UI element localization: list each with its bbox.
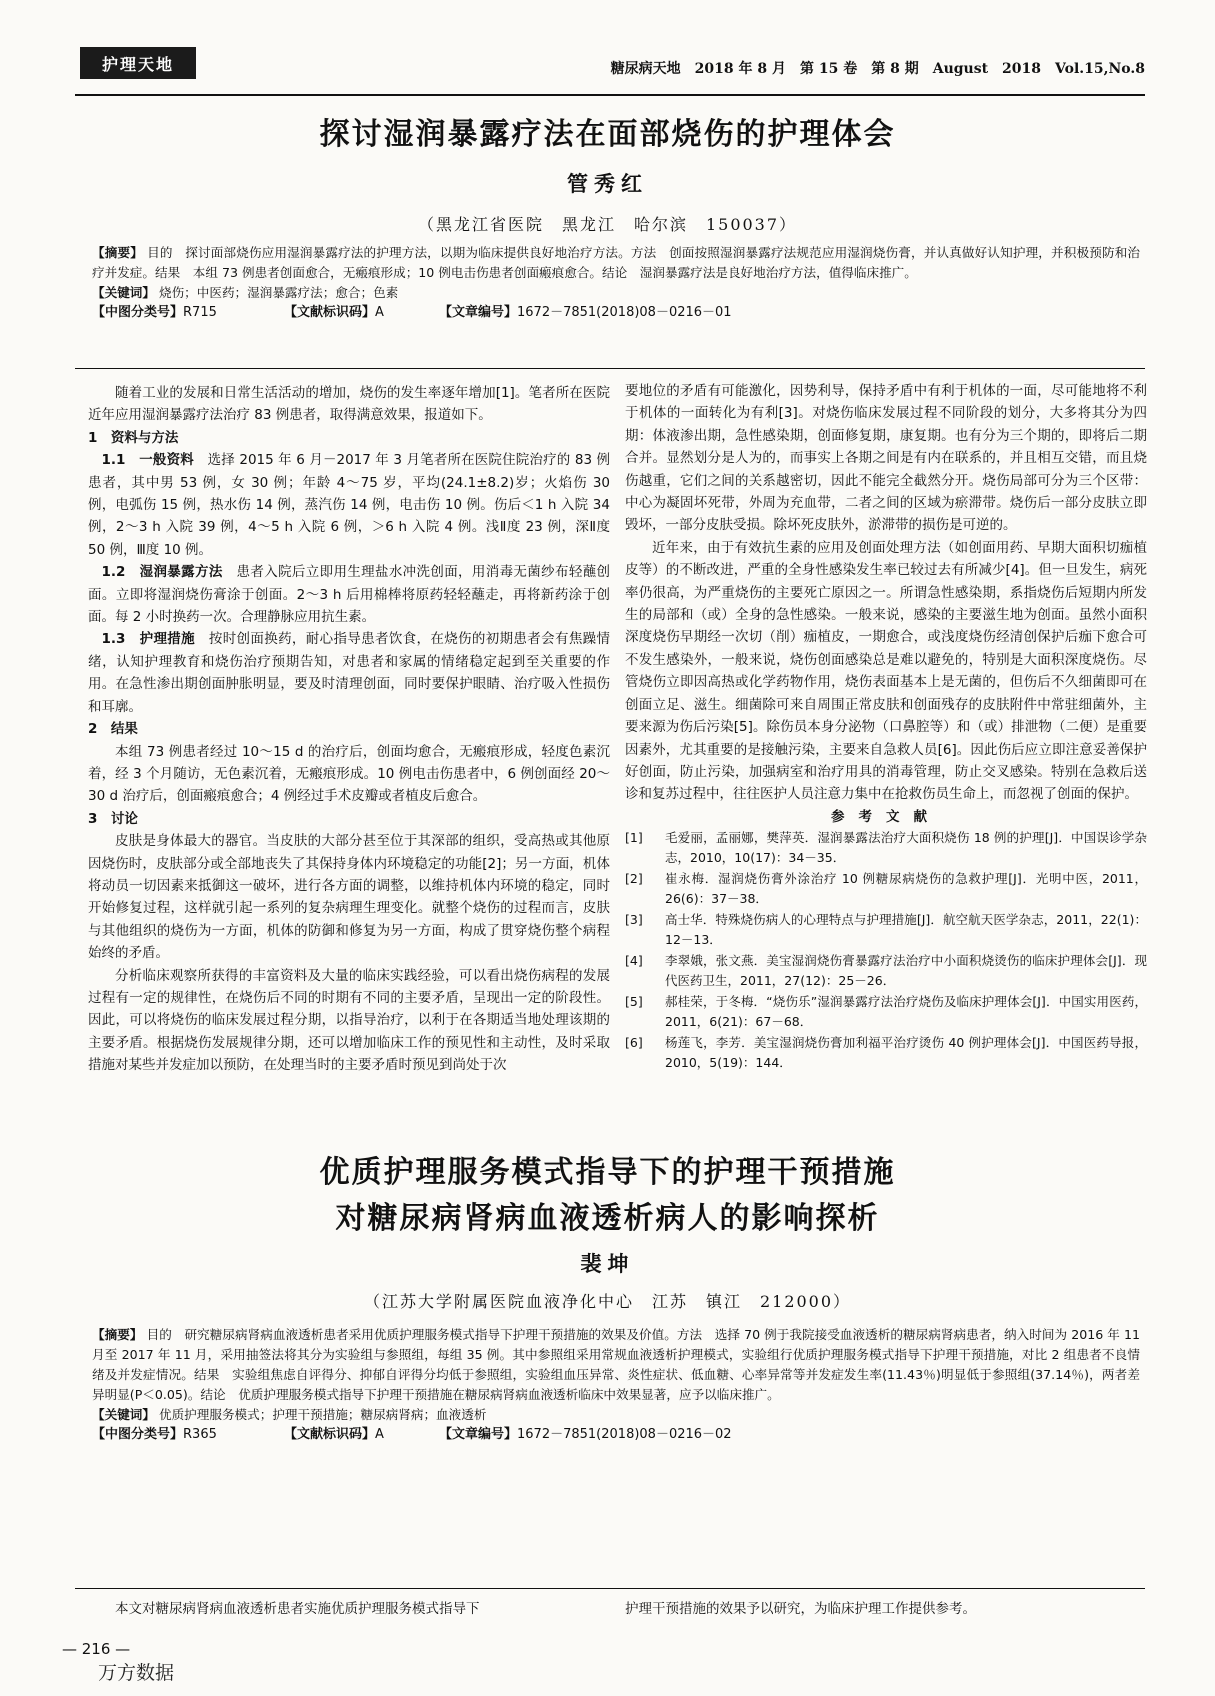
article2-intro-right bbox=[625, 1598, 1147, 1620]
reference-item bbox=[625, 910, 1147, 950]
reference-text: 高士华．特殊烧伤病人的心理特点与护理措施[J]．航空航天医学杂志，2011，22(1)：12－13． bbox=[665, 912, 1147, 948]
article1-meta bbox=[92, 303, 1140, 323]
subsection-heading: 1.3 护理措施 bbox=[101, 631, 195, 648]
reference-item bbox=[625, 951, 1147, 991]
clc-value: R365 bbox=[183, 1427, 217, 1442]
article2-intro-left bbox=[88, 1598, 610, 1620]
reference-text: 郝桂荣，于冬梅．“烧伤乐”湿润暴露疗法治疗烧伤及临床护理体会[J]．中国实用医药，2011，6(21)：67－68． bbox=[665, 994, 1147, 1030]
reference-text: 李翠娥，张文燕．美宝湿润烧伤膏暴露疗法治疗中小面积烧烫伤的临床护理体会[J]．现代医药卫生，2011，27(12)：25－26． bbox=[665, 953, 1147, 989]
doccode-value: A bbox=[375, 1427, 384, 1442]
article1-right-body bbox=[625, 380, 1147, 806]
subsection-text: 患者入院后立即用生理盐水冲洗创面，用消毒无菌纱布轻蘸创面。立即将湿润烧伤膏涂于创面。2～3 h 后用棉棒将原药轻轻蘸走，再将新药涂于创面。每 2 小时换药一次。合理静脉应用抗生素。 bbox=[88, 564, 611, 626]
page-number: — 216 — bbox=[62, 1640, 131, 1658]
clc-label: 【中图分类号】 bbox=[92, 305, 184, 320]
abstract-text: 目的 研究糖尿病肾病血液透析患者采用优质护理服务模式指导下护理干预措施的效果及价值。方法 选择 70 例于我院接受血液透析的糖尿病肾病患者，纳入时间为 2016 年 11 月至 2017 年 11 月，采用抽签法将其分为实验组与参照组，每组 35 例。其中参照组采用常规血液透析护理模式，实验组行优质护理服务模式指导下护理干预措施，对比 2 组患者不良情绪及并发症情况。结果 实验组焦虑自评得分、抑郁自评得分均低于参照组，实验组血压异常、炎性症状、低血糖、心率异常等并发症发生率(11.43％)明显低于参照组(37.14％)，两者差异明显(P＜0.05)。结论 优质护理服务模式指导下护理干预措施在糖尿病肾病血液透析临床中效果显著，应予以临床推广。 bbox=[92, 1327, 1140, 1402]
body-paragraph: 随着工业的发展和日常生活活动的增加，烧伤的发生率逐年增加[1]。笔者所在医院近年应用湿润暴露疗法治疗 83 例患者，取得满意效果，报道如下。 bbox=[88, 385, 610, 424]
articleno-value: 1672－7851(2018)08－0216－01 bbox=[517, 305, 732, 320]
article2-abstract bbox=[92, 1325, 1140, 1445]
journal-info: 糖尿病天地 2018 年 8 月 第 15 卷 第 8 期 August 2018 Vol.15,No.8 bbox=[610, 61, 1145, 77]
body-paragraph: 皮肤是身体最大的器官。当皮肤的大部分甚至位于其深部的组织，受高热或其他原因烧伤时，皮肤部分或全部地丧失了其保持身体内环境稳定的功能[2]；另一方面，机体将动员一切因素来抵御这一破坏，进行各方面的调整，以维持机体内环境的稳定，同时开始修复过程，这样就引起一系列的复杂病理生理变化。就整个烧伤的过程而言，皮肤与其他组织的烧伤为一方面，机体的防御和修复为另一方面，构成了贯穿烧伤整个病程始终的矛盾。 bbox=[88, 833, 610, 962]
section-heading: 3 讨论 bbox=[88, 810, 138, 827]
reference-number: [1] bbox=[625, 830, 643, 846]
reference-number: [5] bbox=[625, 994, 643, 1010]
article2-title-line2: 对糖尿病肾病血液透析病人的影响探析 bbox=[335, 1201, 880, 1236]
keywords-text: 烧伤；中医药；湿润暴露疗法；愈合；色素 bbox=[158, 285, 399, 300]
article2-title-line1: 优质护理服务模式指导下的护理干预措施 bbox=[319, 1155, 896, 1190]
articleno-label: 【文章编号】 bbox=[439, 305, 518, 320]
reference-text: 崔永梅．湿润烧伤膏外涂治疗 10 例糖尿病烧伤的急救护理[J]．光明中医，2011，26(6)：37－38． bbox=[665, 871, 1147, 907]
references-heading: 参考文献 bbox=[831, 808, 941, 825]
subsection-paragraph bbox=[88, 561, 610, 628]
reference-number: [4] bbox=[625, 953, 643, 969]
section-badge: 护理天地 bbox=[80, 47, 196, 79]
article1-right-column bbox=[625, 380, 1147, 1074]
reference-item bbox=[625, 828, 1147, 868]
article1-abstract bbox=[92, 243, 1140, 323]
clc-value: R715 bbox=[183, 305, 217, 320]
body-paragraph: 近年来，由于有效抗生素的应用及创面处理方法（如创面用药、早期大面积切痂植皮等）的不断改进，严重的全身性感染发生率已较过去有所减少[4]。但一旦发生，病死率仍很高，为严重烧伤的主要死亡原因之一。所谓急性感染期，系指烧伤后短期内所发生的局部和（或）全身的急性感染。一般来说，感染的主要滋生地为创面。虽然小面积深度烧伤早期经一次切（削）痂植皮，一期愈合，或浅度烧伤经清创保护后痂下愈合可不发生感染外，一般来说，烧伤创面感染总是难以避免的，特别是大面积深度烧伤。尽管烧伤立即因高热或化学药物作用，烧伤表面基本上是无菌的，但伤后不久细菌即可在创面立足、滋生。细菌除可来自周围正常皮肤和创面残存的皮肤附件中常驻细菌外，主要来源为伤后污染[5]。除伤员本身分泌物（口鼻腔等）和（或）排泄物（二便）是重要因素外，尤其重要的是接触污染，主要来自急救人员[6]。因此伤后应立即注意妥善保护好创面，防止污染，加强病室和治疗用具的消毒管理，防止交叉感染。特别在急救后送诊和复苏过程中，往往医护人员注意力集中在抢救伤员生命上，而忽视了创面的保护。 bbox=[625, 539, 1147, 803]
keywords-label: 【关键词】 bbox=[92, 285, 155, 300]
section-heading: 2 结果 bbox=[88, 721, 138, 738]
body-paragraph: 本组 73 例患者经过 10～15 d 的治疗后，创面均愈合，无瘢痕形成，轻度色素沉着，经 3 个月随访，无色素沉着，无瘢痕形成。10 例电击伤患者中，6 例创面经 20～30 d 治疗后，创面瘢痕愈合；4 例经过手术皮瓣或者植皮后愈合。 bbox=[88, 743, 610, 805]
abstract-rule bbox=[75, 368, 1145, 369]
article1-left-column bbox=[88, 382, 610, 1077]
articleno-label: 【文章编号】 bbox=[439, 1427, 518, 1442]
subsection-paragraph bbox=[88, 449, 610, 561]
article2-author: 裴坤 bbox=[580, 1251, 635, 1276]
subsection-text: 选择 2015 年 6 月－2017 年 3 月笔者所在医院住院治疗的 83 例患者，其中男 53 例，女 30 例；年龄 4～75 岁，平均(24.1±8.2)岁；火焰伤 30 例，电弧伤 15 例，热水伤 14 例，蒸汽伤 14 例，电击伤 10 例。伤后＜1 h 入院 34 例，2～3 h 入院 39 例，4～5 h 入院 6 例，＞6 h 入院 4 例。浅Ⅱ度 23 例，深Ⅱ度 50 例，Ⅲ度 10 例。 bbox=[88, 452, 610, 558]
keywords-label: 【关键词】 bbox=[92, 1407, 155, 1422]
article1-title: 探讨湿润暴露疗法在面部烧伤的护理体会 bbox=[319, 117, 896, 152]
subsection-paragraph bbox=[88, 628, 610, 718]
reference-item bbox=[625, 1033, 1147, 1073]
article2-affiliation: （江苏大学附属医院血液净化中心 江苏 镇江 212000） bbox=[363, 1292, 852, 1311]
reference-number: [2] bbox=[625, 871, 643, 887]
doccode-value: A bbox=[375, 305, 384, 320]
subsection-text: 按时创面换药，耐心指导患者饮食，在烧伤的初期患者会有焦躁情绪，认知护理教育和烧伤治疗预期告知，对患者和家属的情绪稳定起到至关重要的作用。在急性渗出期创面肿胀明显，要及时清理创面，同时要保护眼睛、治疗吸入性损伤和耳廓。 bbox=[88, 631, 611, 715]
abstract-rule bbox=[75, 1588, 1145, 1589]
subsection-heading: 1.1 一般资料 bbox=[101, 452, 194, 469]
doccode-label: 【文献标识码】 bbox=[284, 305, 376, 320]
header-rule bbox=[75, 94, 1145, 96]
section-heading: 1 资料与方法 bbox=[88, 429, 179, 446]
reference-item bbox=[625, 869, 1147, 909]
reference-item bbox=[625, 992, 1147, 1032]
reference-text: 杨莲飞，李芳．美宝湿润烧伤膏加利福平治疗烫伤 40 例护理体会[J]．中国医药导报，2010，5(19)：144． bbox=[665, 1035, 1147, 1071]
article1-affiliation: （黑龙江省医院 黑龙江 哈尔滨 150037） bbox=[417, 215, 798, 234]
abstract-label: 【摘要】 bbox=[92, 1327, 143, 1342]
intro-paragraph-left: 本文对糖尿病肾病血液透析患者实施优质护理服务模式指导下 bbox=[115, 1601, 480, 1617]
body-paragraph: 要地位的矛盾有可能激化，因势利导，保持矛盾中有利于机体的一面，尽可能地将不利于机体的一面转化为有利[3]。对烧伤临床发展过程不同阶段的划分，大多将其分为四期：体液渗出期，急性感染期，创面修复期，康复期。也有分为三个期的，即将后二期合并。显然划分是人为的，而事实上各期之间是有内在联系的，并且相互交错，而且烧伤越重，它们之间的关系越密切，因此不能完全截然分开。烧伤局部可分为三个区带：中心为凝固坏死带，外周为充血带，二者之间的区域为瘀滞带。烧伤后一部分皮肤立即毁坏，一部分皮肤受损。除坏死皮肤外，淤滞带的损伤是可逆的。 bbox=[625, 383, 1147, 534]
article1-author: 管秀红 bbox=[567, 171, 648, 196]
articleno-value: 1672－7851(2018)08－0216－02 bbox=[517, 1427, 732, 1442]
clc-label: 【中图分类号】 bbox=[92, 1427, 184, 1442]
watermark: 万方数据 bbox=[98, 1662, 175, 1684]
article2-meta bbox=[92, 1425, 1140, 1445]
abstract-text: 目的 探讨面部烧伤应用湿润暴露疗法的护理方法，以期为临床提供良好地治疗方法。方法 创面按照湿润暴露疗法规范应用湿润烧伤膏，并认真做好认知护理，并积极预防和治疗并发症。结果 本组 73 例患者创面愈合，无瘢痕形成；10 例电击伤患者创面瘢痕愈合。结论 湿润暴露疗法是良好地治疗方法，值得临床推广。 bbox=[92, 245, 1141, 280]
intro-paragraph-right: 护理干预措施的效果予以研究，为临床护理工作提供参考。 bbox=[625, 1601, 976, 1617]
reference-list bbox=[625, 828, 1147, 1073]
keywords-text: 优质护理服务模式；护理干预措施；糖尿病肾病；血液透析 bbox=[158, 1407, 487, 1422]
doccode-label: 【文献标识码】 bbox=[284, 1427, 376, 1442]
subsection-heading: 1.2 湿润暴露方法 bbox=[101, 564, 223, 581]
body-paragraph: 分析临床观察所获得的丰富资料及大量的临床实践经验，可以看出烧伤病程的发展过程有一定的规律性，在烧伤后不同的时期有不同的主要矛盾，呈现出一定的阶段性。因此，可以将烧伤的临床发展过程分期，以指导治疗，以利于在各期适当地处理该期的主要矛盾。根据烧伤发展规律分期，还可以增加临床工作的预见性和主动性，及时采取措施对某些并发症加以预防，在处理当时的主要矛盾时预见到尚处于次 bbox=[88, 967, 610, 1074]
reference-number: [6] bbox=[625, 1035, 643, 1051]
abstract-label: 【摘要】 bbox=[92, 245, 143, 260]
reference-number: [3] bbox=[625, 912, 643, 928]
reference-text: 毛爱丽，孟丽娜，樊萍英．湿润暴露法治疗大面积烧伤 18 例的护理[J]．中国误诊学杂志，2010，10(17)：34－35． bbox=[665, 830, 1147, 866]
